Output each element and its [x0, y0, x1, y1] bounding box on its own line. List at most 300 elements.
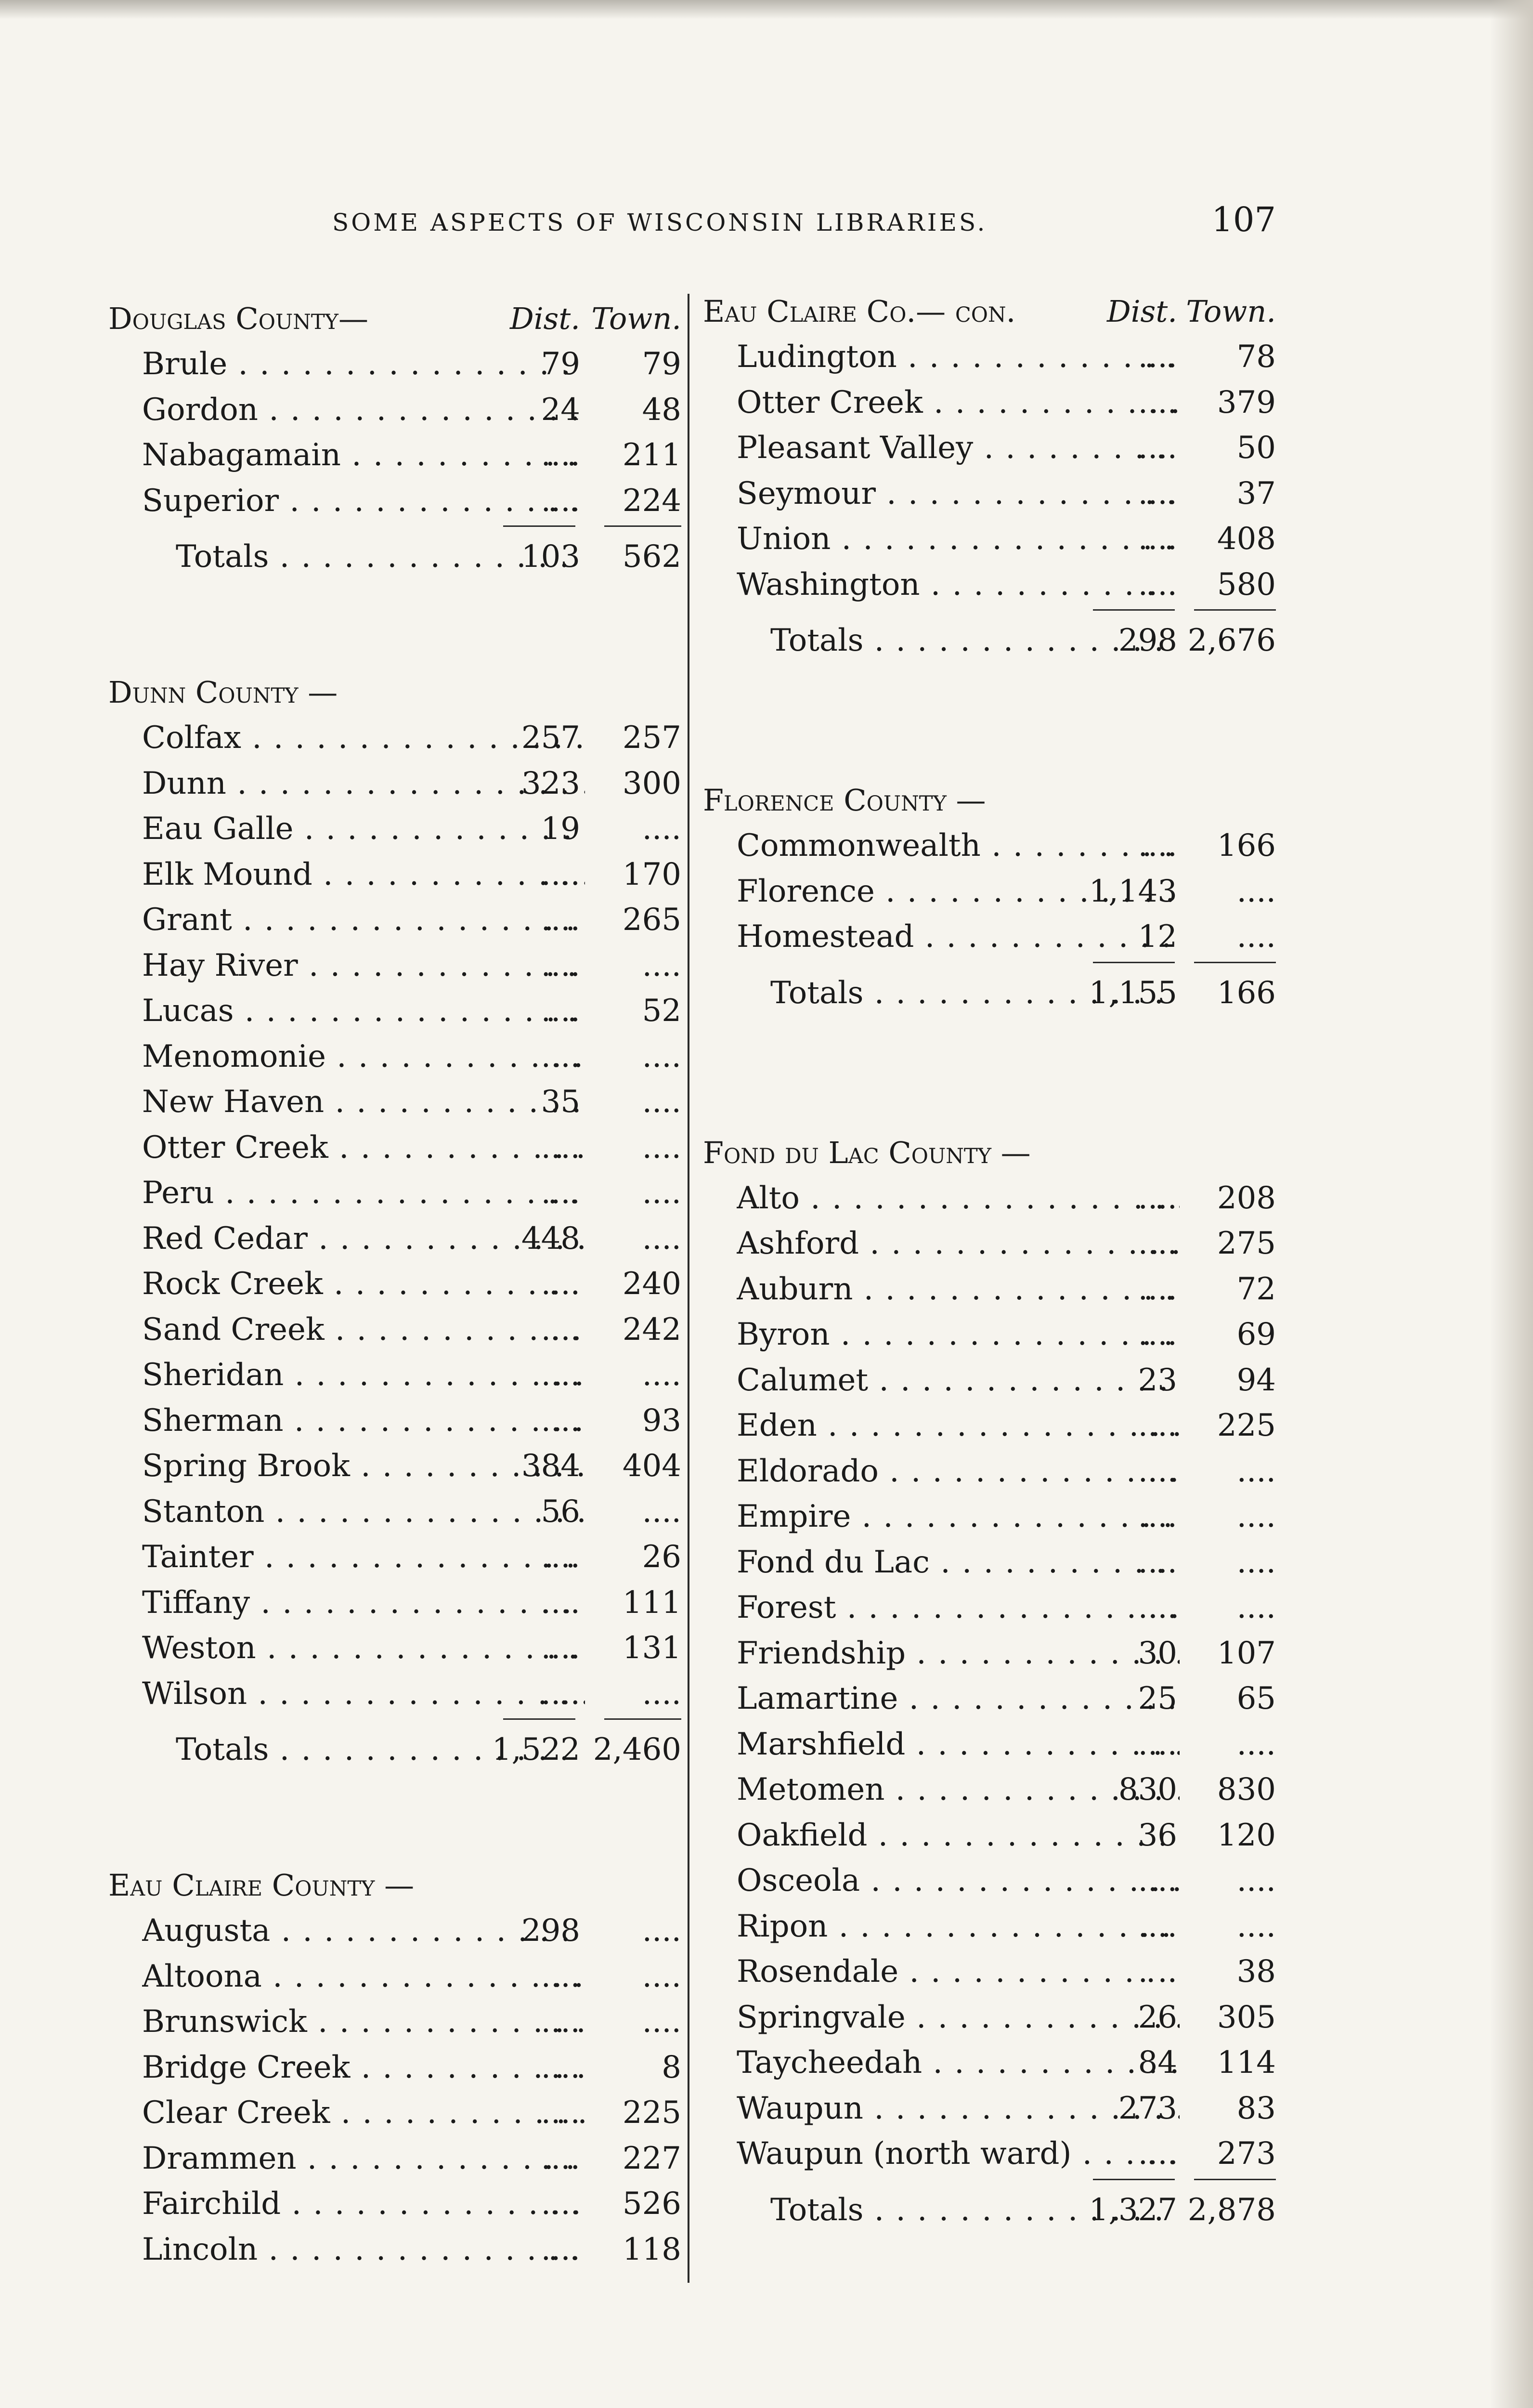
dist-value: 35 [541, 1084, 580, 1120]
town-value: .... [642, 1220, 681, 1256]
table-row [703, 1585, 1276, 1631]
table-rows [703, 1176, 1276, 2177]
totals-town: 2,676 [1187, 623, 1276, 658]
table-row [108, 1398, 681, 1444]
running-title: SOME ASPECTS OF WISCONSIN LIBRARIES. [332, 209, 987, 236]
table-row [703, 1995, 1276, 2041]
table-rows [703, 334, 1276, 607]
county-heading [703, 778, 1276, 823]
dist-value: .... [1138, 384, 1177, 420]
town-name: Gordon . . . [142, 387, 585, 433]
totals-rule [703, 607, 1276, 614]
county-heading [108, 670, 681, 715]
town-name: Tainter . . . [142, 1534, 585, 1580]
county-heading [108, 296, 681, 341]
table-row [703, 1358, 1276, 1403]
totals-dist: 298 [1118, 623, 1177, 658]
town-value: 170 [622, 856, 681, 892]
totals-label: Totals . . . [176, 530, 575, 583]
town-name: Otter Creek . . . [737, 380, 1180, 426]
town-name: Friendship . . . [737, 1631, 1180, 1676]
dist-value: 323 [521, 765, 580, 801]
dist-value: 384 [521, 1448, 580, 1484]
table-row [108, 1443, 681, 1489]
town-name: Wilson . . . [142, 1671, 585, 1717]
town-value: 107 [1217, 1635, 1276, 1671]
dist-value: 830 [1118, 1772, 1177, 1807]
page-header [332, 200, 1276, 253]
town-name: Otter Creek . . . [142, 1125, 585, 1171]
column-divider [688, 294, 689, 2283]
dist-value: 30 [1138, 1635, 1177, 1671]
totals-town: 2,460 [593, 1732, 681, 1767]
town-value: 830 [1217, 1772, 1276, 1807]
table-row [108, 1170, 681, 1216]
totals-label: Totals . . . [176, 1723, 575, 1776]
town-name: Union . . . [737, 516, 1180, 562]
table-row [108, 1999, 681, 2045]
table-row [108, 2227, 681, 2273]
town-name: Metomen . . . [737, 1767, 1180, 1813]
town-value: 300 [622, 765, 681, 801]
town-name: Drammen . . . [142, 2136, 585, 2182]
dist-value: .... [541, 1038, 580, 1074]
dist-value: 84 [1138, 2045, 1177, 2081]
town-name: Weston . . . [142, 1625, 585, 1671]
totals-dist: 1,327 [1089, 2192, 1177, 2228]
town-name: Alto . . . [737, 1176, 1180, 1221]
left-column [108, 296, 681, 2272]
dist-value: .... [541, 2004, 580, 2040]
town-value: .... [642, 1493, 681, 1530]
town-value: 83 [1236, 2090, 1276, 2126]
dist-value: .... [541, 1129, 580, 1165]
dist-value: .... [541, 1311, 580, 1348]
town-value: .... [1236, 1590, 1276, 1625]
town-value: .... [1236, 873, 1276, 909]
dist-value: .... [1138, 475, 1177, 511]
table-row [108, 1125, 681, 1171]
dist-value: .... [541, 2049, 580, 2085]
county-heading [703, 1130, 1276, 1176]
town-name: Ashford . . . [737, 1221, 1180, 1267]
town-value: .... [642, 811, 681, 847]
county-heading [108, 1863, 681, 1908]
table-row [703, 334, 1276, 380]
town-value: .... [642, 947, 681, 983]
table-row [703, 425, 1276, 471]
town-value: 131 [622, 1630, 681, 1666]
table-row [703, 869, 1276, 915]
table-row [108, 478, 681, 524]
town-name: Commonwealth . . . [737, 823, 1180, 869]
town-name: Rosendale . . . [737, 1949, 1180, 1995]
town-value: .... [1236, 919, 1276, 955]
dist-value: .... [1138, 430, 1177, 466]
dist-value: .... [541, 483, 580, 519]
county-title: Eau Claire Co.— con. [703, 294, 1016, 329]
table-row [703, 562, 1276, 608]
town-value: 225 [1217, 1408, 1276, 1443]
table-row [703, 516, 1276, 562]
table-row [108, 2181, 681, 2227]
table-row [703, 1722, 1276, 1767]
dist-value: 25 [1138, 1681, 1177, 1716]
table-row [703, 2086, 1276, 2132]
table-row [108, 715, 681, 761]
dist-column-header: Dist. [1107, 294, 1177, 329]
town-name: Brule . . . [142, 341, 585, 387]
town-name: Waupun . . . [737, 2086, 1180, 2132]
dist-value: .... [541, 1584, 580, 1621]
table-row [108, 897, 681, 943]
county-title: Fond du Lac County — [703, 1135, 1031, 1170]
table-row [108, 1625, 681, 1671]
county-title: Douglas County— [108, 301, 368, 336]
dist-value: .... [1138, 1544, 1177, 1580]
town-name: Empire . . . [737, 1494, 1180, 1540]
dist-value: 19 [541, 811, 580, 847]
town-value: 211 [622, 437, 681, 473]
table-row [703, 1449, 1276, 1494]
table-row [703, 1813, 1276, 1858]
town-value: 93 [642, 1402, 681, 1439]
dist-value: .... [1138, 1226, 1177, 1261]
town-name: Red Cedar . . . [142, 1216, 585, 1262]
dist-value: .... [541, 1357, 580, 1393]
table-row [108, 1352, 681, 1398]
town-value: 404 [622, 1448, 681, 1484]
town-name: Lucas . . . [142, 988, 585, 1034]
town-value: .... [642, 1084, 681, 1120]
table-row [703, 1403, 1276, 1449]
dist-value: .... [541, 856, 580, 892]
town-value: 305 [1217, 1999, 1276, 2035]
dist-value: .... [1138, 566, 1177, 602]
dist-value: 79 [541, 346, 580, 382]
dist-value: .... [1138, 1908, 1177, 1944]
table-row [703, 471, 1276, 517]
dist-value: .... [541, 1630, 580, 1666]
town-value: 38 [1236, 1954, 1276, 1989]
town-name: Auburn . . . [737, 1267, 1180, 1312]
table-row [108, 852, 681, 898]
town-name: Sand Creek . . . [142, 1307, 585, 1353]
totals-town: 562 [622, 539, 681, 575]
table-rows [703, 823, 1276, 960]
town-value: 526 [622, 2186, 681, 2222]
dist-value: .... [1138, 2136, 1177, 2172]
eau-claire-county-section [108, 1863, 681, 2272]
dist-value: 12 [1138, 919, 1177, 955]
dist-value: .... [541, 2231, 580, 2267]
table-rows [108, 1908, 681, 2272]
town-name: Eden . . . [737, 1403, 1180, 1449]
town-name: Rock Creek . . . [142, 1261, 585, 1307]
town-name: Clear Creek . . . [142, 2090, 585, 2136]
town-value: 166 [1217, 828, 1276, 864]
town-name: Eldorado . . . [737, 1449, 1180, 1494]
table-row [108, 1079, 681, 1125]
town-value: .... [642, 1357, 681, 1393]
town-name: Waupun (north ward) . . . [737, 2131, 1180, 2177]
table-row [703, 914, 1276, 960]
town-name: Superior . . . [142, 478, 585, 524]
town-name: Nabagamain . . . [142, 432, 585, 478]
county-heading [703, 289, 1276, 334]
table-row [108, 988, 681, 1034]
town-value: 78 [1236, 339, 1276, 375]
table-row [108, 943, 681, 989]
table-row [703, 1949, 1276, 1995]
town-name: Brunswick . . . [142, 1999, 585, 2045]
page-edge-shadow [0, 0, 1533, 19]
totals-rule [108, 523, 681, 530]
town-value: .... [1236, 1544, 1276, 1580]
dist-value: .... [541, 993, 580, 1029]
town-value: .... [642, 1913, 681, 1949]
dist-value: .... [541, 2095, 580, 2131]
totals-dist: 1,522 [492, 1732, 580, 1767]
table-row [108, 1580, 681, 1626]
table-row [703, 1631, 1276, 1676]
town-name: Byron . . . [737, 1312, 1180, 1358]
town-name: Bridge Creek . . . [142, 2045, 585, 2091]
town-name: Hay River . . . [142, 943, 585, 989]
totals-label: Totals . . . [770, 2184, 1170, 2237]
dist-value: 1,143 [1089, 873, 1177, 909]
town-name: Springvale . . . [737, 1995, 1180, 2041]
table-row [108, 1034, 681, 1080]
town-name: Marshfield . . . [737, 1722, 1180, 1767]
totals-dist: 1,155 [1089, 975, 1177, 1011]
town-name: Pleasant Valley . . . [737, 425, 1180, 471]
town-value: 275 [1217, 1226, 1276, 1261]
dist-value: .... [1138, 1863, 1177, 1898]
town-name: Seymour . . . [737, 471, 1180, 517]
town-value: .... [642, 1129, 681, 1165]
totals-row [703, 614, 1276, 667]
town-name: Homestead . . . [737, 914, 1180, 960]
dist-value: 56 [541, 1493, 580, 1530]
town-value: 120 [1217, 1817, 1276, 1853]
town-value: 37 [1236, 475, 1276, 511]
table-row [108, 1534, 681, 1580]
town-value: 26 [642, 1539, 681, 1575]
table-row [108, 1261, 681, 1307]
dist-value: .... [541, 1675, 580, 1712]
town-name: Fairchild . . . [142, 2181, 585, 2227]
town-value: 50 [1236, 430, 1276, 466]
table-row [703, 1221, 1276, 1267]
town-name: Florence . . . [737, 869, 1180, 915]
town-value: 48 [642, 392, 681, 428]
table-row [108, 2136, 681, 2182]
town-name: Eau Galle . . . [142, 806, 585, 852]
town-name: Ripon . . . [737, 1904, 1180, 1950]
town-value: .... [1236, 1863, 1276, 1898]
totals-rule [703, 2177, 1276, 2184]
town-value: .... [1236, 1453, 1276, 1489]
dist-value: .... [1138, 1271, 1177, 1307]
town-value: .... [642, 1175, 681, 1211]
totals-rule [703, 960, 1276, 967]
table-row [703, 1312, 1276, 1358]
town-value: 240 [622, 1266, 681, 1302]
table-row [703, 380, 1276, 426]
table-row [108, 1671, 681, 1717]
town-name: Sherman . . . [142, 1398, 585, 1444]
dist-value: 298 [521, 1913, 580, 1949]
town-value: 114 [1217, 2045, 1276, 2081]
table-row [703, 1676, 1276, 1722]
dist-value: .... [541, 1175, 580, 1211]
dist-value: 36 [1138, 1817, 1177, 1853]
town-value: 225 [622, 2095, 681, 2131]
totals-dist: 103 [521, 539, 580, 575]
town-value: .... [1236, 1908, 1276, 1944]
right-column [703, 289, 1276, 2237]
town-name: Forest . . . [737, 1585, 1180, 1631]
table-row [108, 806, 681, 852]
town-value: .... [642, 2004, 681, 2040]
eau-claire-continued-section [703, 289, 1276, 667]
town-value: 242 [622, 1311, 681, 1348]
dist-value: .... [1138, 1499, 1177, 1534]
town-value: 408 [1217, 521, 1276, 557]
page-number: 107 [1211, 200, 1276, 239]
dist-value: 24 [541, 392, 580, 428]
dist-value: .... [1138, 339, 1177, 375]
totals-row [108, 530, 681, 583]
dist-value: .... [541, 2186, 580, 2222]
table-row [703, 2040, 1276, 2086]
dist-value: 448 [521, 1220, 580, 1256]
county-title: Dunn County — [108, 675, 338, 710]
table-row [108, 1489, 681, 1535]
totals-label: Totals . . . [770, 614, 1170, 667]
table-row [703, 1540, 1276, 1585]
dist-value: .... [541, 947, 580, 983]
town-value: 265 [622, 902, 681, 938]
town-name: Stanton . . . [142, 1489, 585, 1535]
town-name: Calumet . . . [737, 1358, 1180, 1403]
town-name: Dunn . . . [142, 761, 585, 807]
dist-value: .... [1138, 1408, 1177, 1443]
table-row [108, 387, 681, 433]
town-name: Osceola . . . [737, 1858, 1180, 1904]
town-value: 72 [1236, 1271, 1276, 1307]
totals-row [108, 1723, 681, 1776]
town-value: .... [1236, 1726, 1276, 1762]
town-name: Elk Mound . . . [142, 852, 585, 898]
town-value: .... [642, 1038, 681, 1074]
dist-value: .... [541, 1539, 580, 1575]
town-name: Augusta . . . [142, 1908, 585, 1954]
town-name: Taycheedah . . . [737, 2040, 1180, 2086]
town-column-header: Town. [1186, 294, 1276, 329]
town-value: 224 [622, 483, 681, 519]
dist-value: .... [1138, 1317, 1177, 1352]
town-value: 273 [1217, 2136, 1276, 2172]
town-name: Altoona . . . [142, 1954, 585, 2000]
florence-county-section [703, 778, 1276, 1020]
dist-value: .... [1138, 1726, 1177, 1762]
town-name: Tiffany . . . [142, 1580, 585, 1626]
town-name: Lincoln . . . [142, 2227, 585, 2273]
table-rows [108, 341, 681, 523]
table-row [703, 823, 1276, 869]
table-row [108, 1908, 681, 1954]
town-value: 69 [1236, 1317, 1276, 1352]
dist-value: .... [541, 902, 580, 938]
town-name: Sheridan . . . [142, 1352, 585, 1398]
dist-value: .... [541, 1266, 580, 1302]
town-name: Colfax . . . [142, 715, 585, 761]
dunn-county-section [108, 670, 681, 1776]
dist-value: .... [1138, 521, 1177, 557]
town-name: Oakfield . . . [737, 1813, 1180, 1858]
town-name: Grant . . . [142, 897, 585, 943]
town-value: .... [1236, 1499, 1276, 1534]
town-name: Fond du Lac . . . [737, 1540, 1180, 1585]
town-name: Ludington . . . [737, 334, 1180, 380]
totals-row [703, 2184, 1276, 2237]
table-row [108, 2045, 681, 2091]
town-value: 208 [1217, 1180, 1276, 1216]
dist-value: .... [1138, 828, 1177, 864]
totals-row [703, 967, 1276, 1020]
town-value: 52 [642, 993, 681, 1029]
table-row [703, 2131, 1276, 2177]
table-row [108, 2090, 681, 2136]
dist-value: 273 [1118, 2090, 1177, 2126]
town-name: New Haven . . . [142, 1079, 585, 1125]
town-value: 79 [642, 346, 681, 382]
town-value: 8 [662, 2049, 681, 2085]
table-row [703, 1176, 1276, 1221]
table-row [108, 1307, 681, 1353]
dist-value: .... [541, 437, 580, 473]
dist-value: 257 [521, 720, 580, 756]
county-title: Florence County — [703, 783, 986, 818]
totals-rule [108, 1716, 681, 1723]
table-row [703, 1267, 1276, 1312]
town-value: 227 [622, 2140, 681, 2176]
dist-value: .... [541, 1958, 580, 1994]
table-row [108, 432, 681, 478]
dist-value: . .. [1138, 1954, 1177, 1989]
county-title: Eau Claire County — [108, 1868, 415, 1903]
totals-label: Totals . . . [770, 967, 1170, 1020]
dist-value: 26 [1138, 1999, 1177, 2035]
dist-value: .... [541, 2140, 580, 2176]
town-value: 257 [622, 720, 681, 756]
town-value: 111 [622, 1584, 681, 1621]
town-name: Peru . . . [142, 1170, 585, 1216]
table-row [703, 1494, 1276, 1540]
table-row [108, 1954, 681, 2000]
town-value: 65 [1236, 1681, 1276, 1716]
table-row [108, 341, 681, 387]
town-column-header: Town. [591, 301, 681, 336]
town-name: Spring Brook . . . [142, 1443, 585, 1489]
town-value: 118 [622, 2231, 681, 2267]
fond-du-lac-county-section [703, 1130, 1276, 2237]
dist-value: .... [1138, 1180, 1177, 1216]
dist-value: 23 [1138, 1362, 1177, 1398]
table-row [108, 761, 681, 807]
